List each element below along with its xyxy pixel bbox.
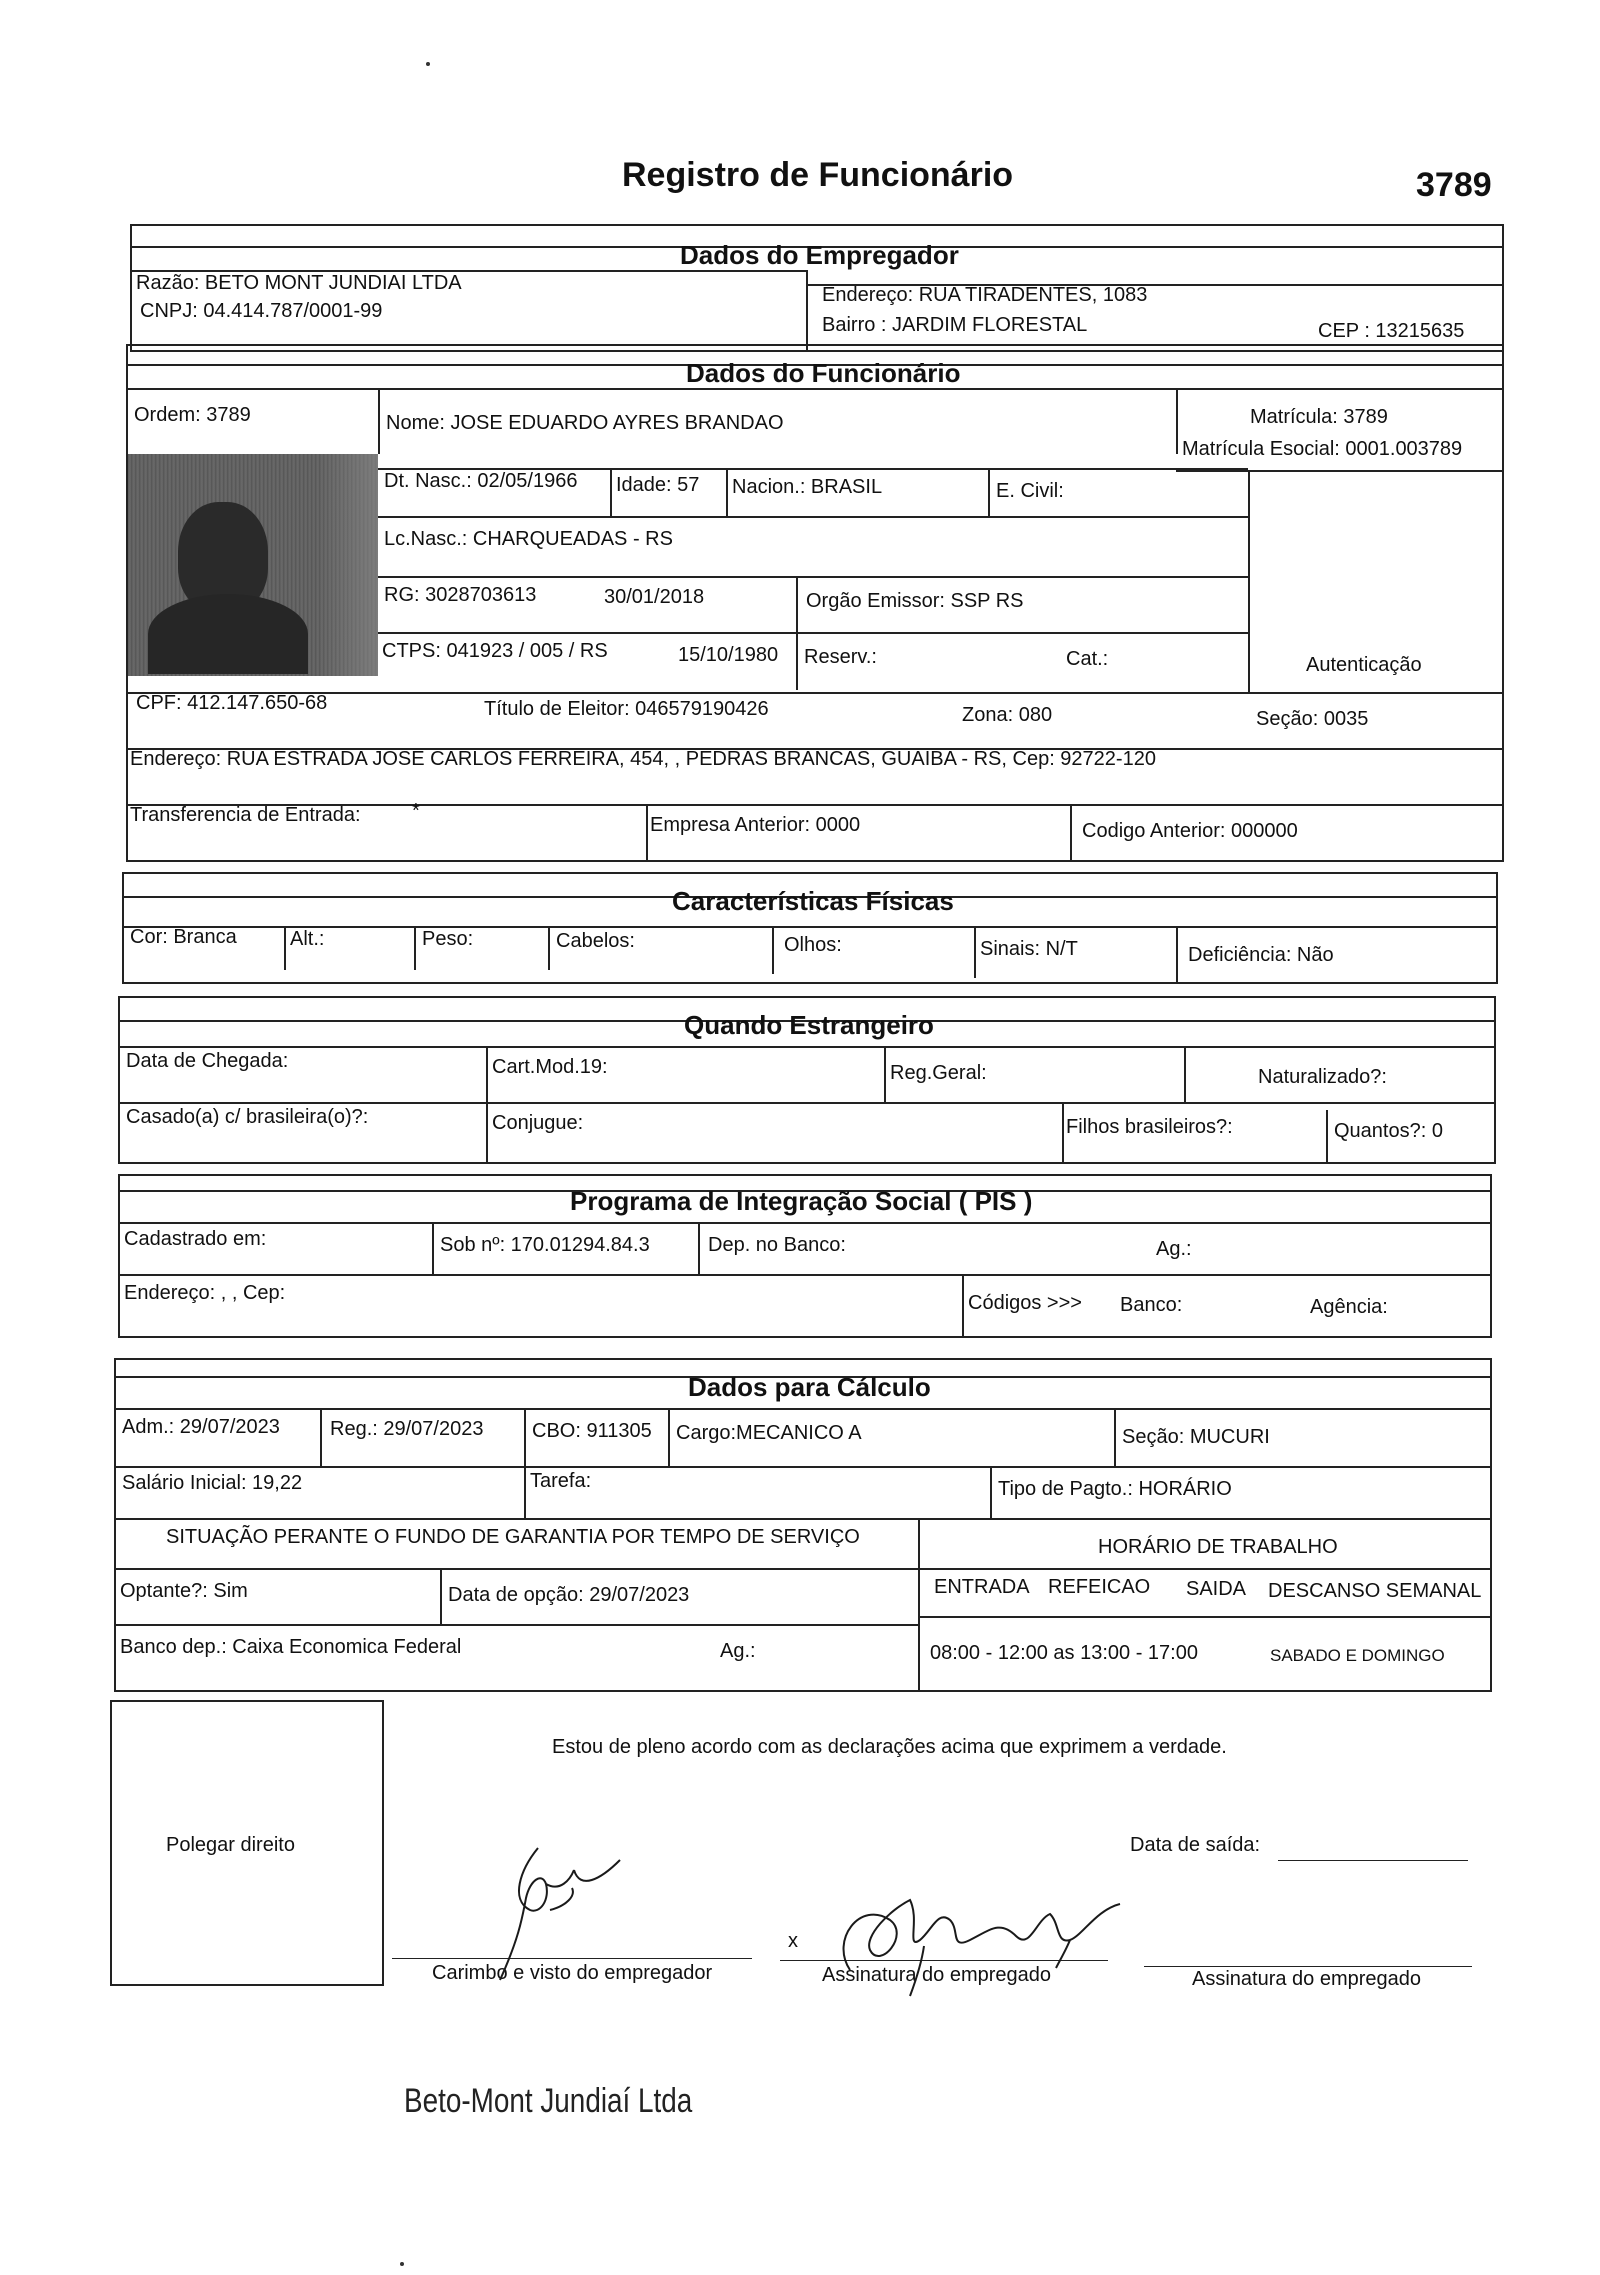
data-saida-label: Data de saída: [1130,1834,1261,1856]
reg-geral: Reg.Geral: [890,1062,987,1084]
optante: Optante?: Sim [120,1580,248,1602]
razao-social: Razão: BETO MONT JUNDIAI LTDA [136,272,462,294]
conjugue: Conjugue: [492,1112,584,1134]
peso: Peso: [422,928,474,950]
descanso-dias: SABADO E DOMINGO [1270,1646,1445,1665]
employer-cep: CEP : 13215635 [1318,320,1465,342]
ordem: Ordem: 3789 [134,404,251,426]
secao-eleitoral: Seção: 0035 [1256,708,1369,730]
scan-speck [426,62,430,66]
horario-descanso-header: DESCANSO SEMANAL [1268,1580,1482,1602]
cargo: Cargo:MECANICO A [676,1422,862,1444]
employee-address: Endereço: RUA ESTRADA JOSE CARLOS FERREIRA, 454, , PEDRAS BRANCAS, GUAIBA - RS, Cep: 92722-120 [130,748,1156,770]
casado-brasileira: Casado(a) c/ brasileira(o)?: [126,1106,369,1128]
civil-status: E. Civil: [996,480,1064,502]
horarios-trabalho: 08:00 - 12:00 as 13:00 - 17:00 [930,1642,1198,1664]
record-number: 3789 [1416,166,1492,204]
deficiencia: Deficiência: Não [1188,944,1334,966]
page-title: Registro de Funcionário [622,156,1014,194]
sinais: Sinais: N/T [980,938,1078,960]
ctps-date: 15/10/1980 [678,644,779,666]
pis-ag: Ag.: [1156,1238,1192,1260]
x-mark: x [788,1930,798,1952]
banco-deposito: Banco dep.: Caixa Economica Federal [120,1636,462,1658]
pis-dep-banco: Dep. no Banco: [708,1234,846,1256]
banco-agencia: Ag.: [720,1640,756,1662]
employee-photo [128,454,378,676]
rg: RG: 3028703613 [384,584,537,606]
transferencia-value: * [412,800,420,822]
codigo-anterior: Codigo Anterior: 000000 [1082,820,1298,842]
employer-address: Endereço: RUA TIRADENTES, 1083 [822,284,1148,306]
data-opcao: Data de opção: 29/07/2023 [448,1584,690,1606]
cat: Cat.: [1066,648,1109,670]
employee-name: Nome: JOSE EDUARDO AYRES BRANDAO [386,412,784,434]
cabelos: Cabelos: [556,930,635,952]
horario-entrada-header: ENTRADA [934,1576,1030,1598]
pis-section-title: Programa de Integração Social ( PIS ) [570,1186,1033,1216]
registro: Reg.: 29/07/2023 [330,1418,484,1440]
transferencia-entrada: Transferencia de Entrada: [130,804,361,826]
cpf: CPF: 412.147.650-68 [136,692,328,714]
pis-cadastrado-em: Cadastrado em: [124,1228,267,1250]
tipo-pagamento: Tipo de Pagto.: HORÁRIO [998,1478,1232,1500]
pis-endereco: Endereço: , , Cep: [124,1282,286,1304]
ctps: CTPS: 041923 / 005 / RS [382,640,608,662]
salario-inicial: Salário Inicial: 19,22 [122,1472,303,1494]
foreigner-section-title: Quando Estrangeiro [684,1010,934,1040]
altura: Alt.: [290,928,325,950]
zona: Zona: 080 [962,704,1053,726]
fgts-title: SITUAÇÃO PERANTE O FUNDO DE GARANTIA POR TEMPO DE SERVIÇO [166,1526,860,1548]
pis-banco: Banco: [1120,1294,1183,1316]
data-saida-line [1278,1860,1468,1861]
carimbo-label: Carimbo e visto do empregador [432,1962,713,1984]
autenticacao-label: Autenticação [1306,654,1422,676]
polegar-label: Polegar direito [166,1834,295,1856]
tarefa: Tarefa: [530,1470,592,1492]
declaration-text: Estou de pleno acordo com as declarações acima que exprimem a verdade. [552,1736,1227,1758]
admissao: Adm.: 29/07/2023 [122,1416,280,1438]
filhos-brasileiros: Filhos brasileiros?: [1066,1116,1233,1138]
titulo-eleitor: Título de Eleitor: 046579190426 [484,698,769,720]
matricula: Matrícula: 3789 [1250,406,1388,428]
pis-codigos: Códigos >>> [968,1292,1082,1314]
cbo: CBO: 911305 [532,1420,652,1442]
assinatura-empregado-2: Assinatura do empregado [1192,1968,1422,1990]
employer-section-title: Dados do Empregador [680,240,959,270]
horario-saida-header: SAIDA [1186,1578,1247,1600]
scan-speck [400,2262,404,2266]
age: Idade: 57 [616,474,700,496]
data-chegada: Data de Chegada: [126,1050,289,1072]
olhos: Olhos: [784,934,842,956]
horario-trabalho-title: HORÁRIO DE TRABALHO [1098,1536,1338,1558]
birth-place: Lc.Nasc.: CHARQUEADAS - RS [384,528,673,550]
cor: Cor: Branca [130,926,237,948]
assinatura-empregado-1: Assinatura do empregado [822,1964,1052,1986]
cnpj: CNPJ: 04.414.787/0001-99 [140,300,383,322]
secao-trabalho: Seção: MUCURI [1122,1426,1270,1448]
employee-section-title: Dados do Funcionário [686,358,961,388]
company-logo: Beto-Mont Jundiaí Ltda [404,2082,693,2120]
physical-section-title: Características Físicas [672,886,954,916]
employer-signature [480,1840,660,1990]
reservista: Reserv.: [804,646,877,668]
employer-bairro: Bairro : JARDIM FLORESTAL [822,314,1088,336]
matricula-esocial: Matrícula Esocial: 0001.003789 [1182,438,1463,460]
naturalizado: Naturalizado?: [1258,1066,1387,1088]
birth-date: Dt. Nasc.: 02/05/1966 [384,470,578,492]
orgao-emissor: Orgão Emissor: SSP RS [806,590,1024,612]
cart-mod-19: Cart.Mod.19: [492,1056,608,1078]
horario-refeicao-header: REFEICAO [1048,1576,1151,1598]
employee-signature [820,1880,1140,2000]
pis-number: Sob nº: 170.01294.84.3 [440,1234,650,1256]
pis-agencia: Agência: [1310,1296,1388,1318]
calculo-section-title: Dados para Cálculo [688,1372,931,1402]
quantos: Quantos?: 0 [1334,1120,1443,1142]
nationality: Nacion.: BRASIL [732,476,883,498]
empresa-anterior: Empresa Anterior: 0000 [650,814,861,836]
rg-date: 30/01/2018 [604,586,705,608]
